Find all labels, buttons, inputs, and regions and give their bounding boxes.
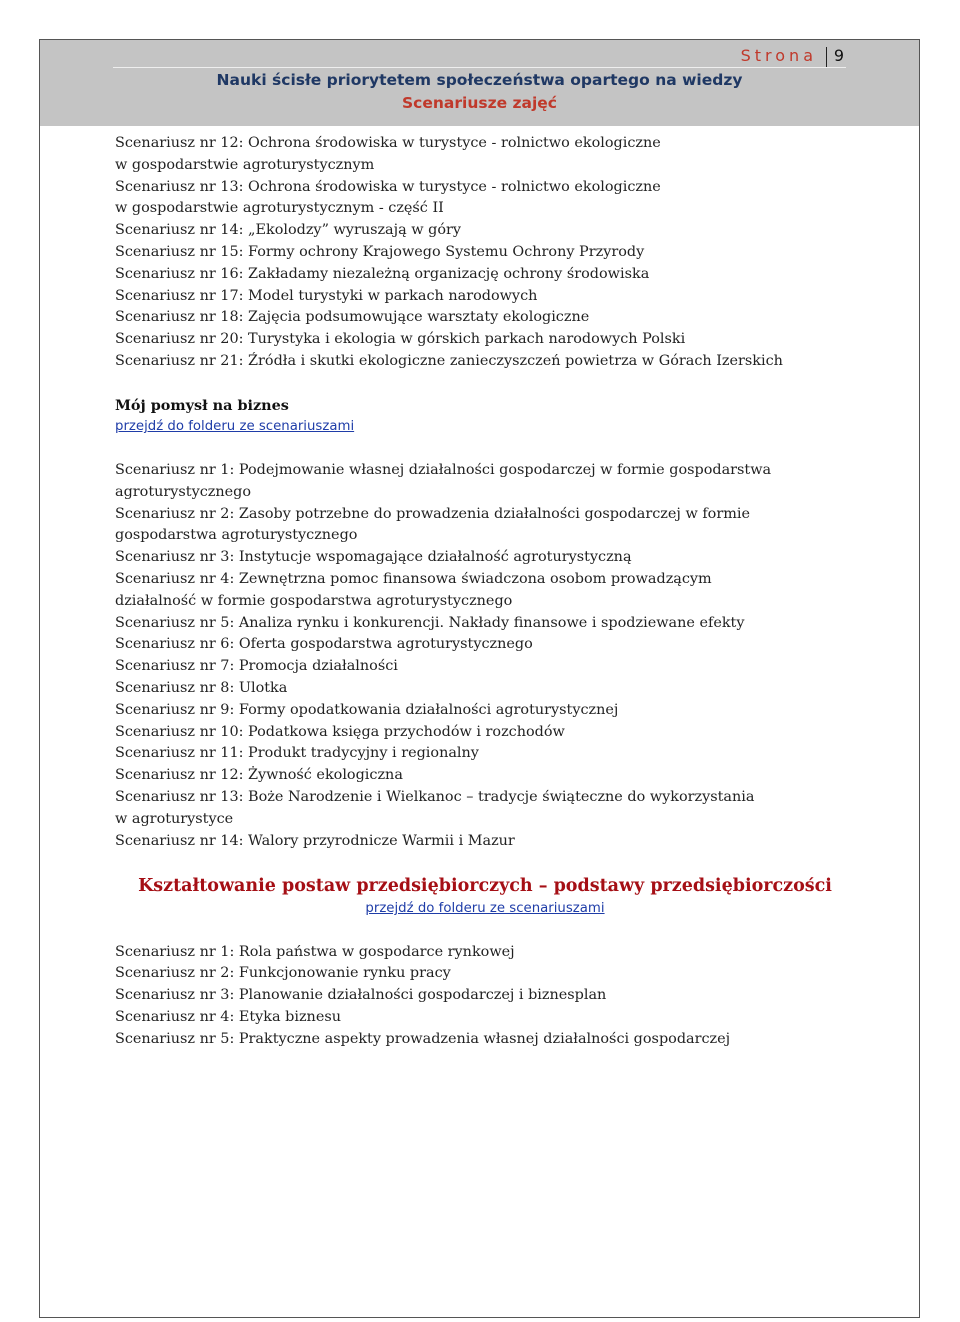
list-item: Scenariusz nr 5: Praktyczne aspekty prowadzenia własnej działalności gospodarczej (115, 1030, 731, 1047)
page-label: Strona (740, 46, 817, 65)
spacer (115, 920, 855, 942)
scenario-list-business (115, 460, 855, 852)
list-item: w gospodarstwie agroturystycznym (115, 156, 375, 173)
folder-link-business[interactable]: przejdź do folderu ze scenariuszami (115, 419, 355, 435)
list-item: Scenariusz nr 2: Funkcjonowanie rynku pracy (115, 965, 451, 982)
document-content (115, 133, 855, 1051)
list-item: Scenariusz nr 18: Zajęcia podsumowujące warsztaty ekologiczne (115, 309, 590, 326)
list-item: Scenariusz nr 11: Produkt tradycyjny i regionalny (115, 745, 479, 762)
list-item: w gospodarstwie agroturystycznym - część II (115, 200, 444, 217)
list-item: Scenariusz nr 21: Źródła i skutki ekologiczne zanieczyszczeń powietrza w Górach Izerskich (115, 352, 783, 369)
list-item: Scenariusz nr 14: Walory przyrodnicze Warmii i Mazur (115, 832, 515, 849)
list-item: Scenariusz nr 17: Model turystyki w parkach narodowych (115, 287, 538, 304)
list-item: Scenariusz nr 8: Ulotka (115, 679, 288, 696)
folder-link-entrepreneurship (115, 898, 855, 920)
spacer (115, 852, 855, 874)
scenario-list-ecology (115, 133, 855, 373)
list-item: Scenariusz nr 12: Żywność ekologiczna (115, 767, 403, 784)
header-rule (113, 67, 846, 68)
spacer (115, 438, 855, 460)
header-title: Nauki ścisłe priorytetem społeczeństwa opartego na wiedzy (216, 71, 743, 89)
list-item: Scenariusz nr 13: Ochrona środowiska w turystyce - rolnictwo ekologiczne (115, 178, 661, 195)
list-item: działalność w formie gospodarstwa agroturystycznego (115, 592, 513, 609)
list-item: gospodarstwa agroturystycznego (115, 527, 358, 544)
page-header (40, 40, 919, 126)
list-item: Scenariusz nr 3: Planowanie działalności gospodarczej i biznesplan (115, 987, 607, 1004)
folder-link-entrepreneurship-text[interactable]: przejdź do folderu ze scenariuszami (365, 901, 605, 917)
list-item: Scenariusz nr 16: Zakładamy niezależną organizację ochrony środowiska (115, 265, 650, 282)
list-item: Scenariusz nr 4: Zewnętrzna pomoc finansowa świadczona osobom prowadzącym (115, 570, 712, 587)
list-item: agroturystycznego (115, 483, 251, 500)
list-item: Scenariusz nr 7: Promocja działalności (115, 658, 398, 675)
list-item: Scenariusz nr 5: Analiza rynku i konkurencji. Nakłady finansowe i spodziewane efekty (115, 614, 745, 631)
list-item: Scenariusz nr 10: Podatkowa księga przychodów i rozchodów (115, 723, 565, 740)
list-item: Scenariusz nr 2: Zasoby potrzebne do prowadzenia działalności gospodarczej w formie (115, 505, 750, 522)
list-item: Scenariusz nr 9: Formy opodatkowania działalności agroturystycznej (115, 701, 619, 718)
section-heading-entrepreneurship: Kształtowanie postaw przedsiębiorczych – podstawy przedsiębiorczości (138, 876, 832, 897)
header-subtitle: Scenariusze zajęć (402, 94, 557, 112)
list-item: Scenariusz nr 1: Podejmowanie własnej działalności gospodarczej w formie gospodarstwa (115, 461, 772, 478)
page-number: 9 (833, 46, 844, 65)
list-item: Scenariusz nr 20: Turystyka i ekologia w górskich parkach narodowych Polski (115, 331, 686, 348)
spacer (115, 373, 855, 395)
scenario-list-entrepreneurship (115, 942, 855, 1051)
section-heading-business: Mój pomysł na biznes (115, 396, 289, 414)
page-number-divider (826, 47, 827, 67)
list-item: Scenariusz nr 3: Instytucje wspomagające działalność agroturystyczną (115, 549, 632, 566)
list-item: Scenariusz nr 6: Oferta gospodarstwa agroturystycznego (115, 636, 533, 653)
list-item: Scenariusz nr 4: Etyka biznesu (115, 1009, 341, 1026)
list-item: Scenariusz nr 15: Formy ochrony Krajowego Systemu Ochrony Przyrody (115, 243, 645, 260)
list-item: Scenariusz nr 13: Boże Narodzenie i Wielkanoc – tradycje świąteczne do wykorzystania (115, 788, 755, 805)
list-item: Scenariusz nr 12: Ochrona środowiska w turystyce - rolnictwo ekologiczne (115, 135, 661, 151)
list-item: Scenariusz nr 14: „Ekolodzy” wyruszają w góry (115, 222, 462, 239)
list-item: w agroturystyce (115, 810, 234, 827)
list-item: Scenariusz nr 1: Rola państwa w gospodarce rynkowej (115, 943, 515, 960)
